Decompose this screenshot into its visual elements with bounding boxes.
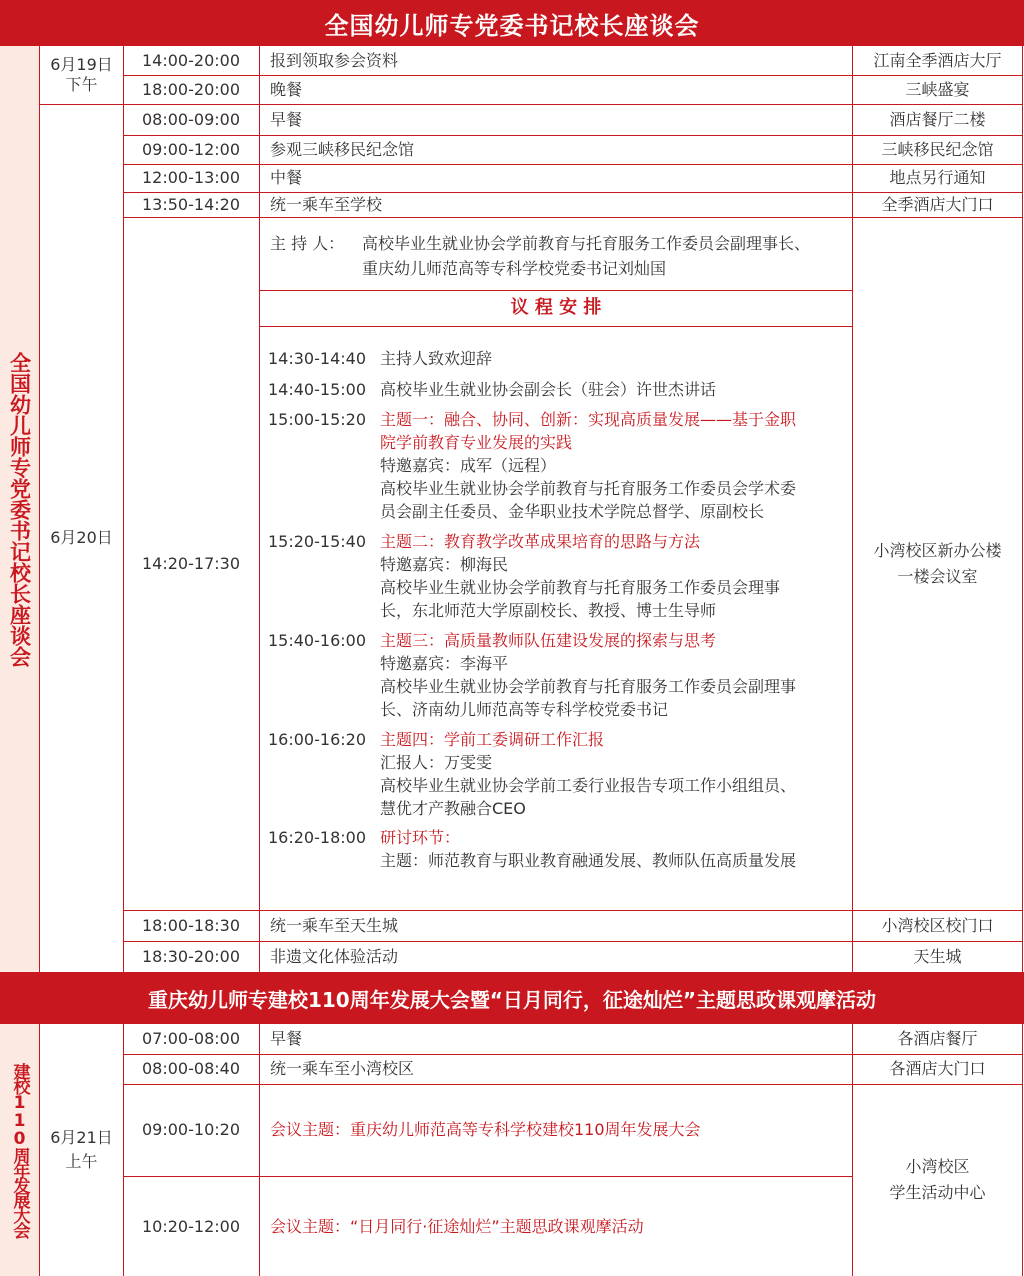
schedule-content: 晚餐: [270, 79, 303, 99]
agenda-time: 16:20-18:00: [268, 828, 366, 847]
place-line1: 小湾校区: [905, 1157, 970, 1176]
agenda-text: 高校毕业生就业协会学前教育与托育服务工作委员会副理事: [380, 677, 797, 696]
place-line2: 学生活动中心: [889, 1183, 986, 1202]
schedule-time: 18:30-20:00: [142, 946, 240, 966]
schedule-time: 18:00-20:00: [142, 79, 240, 99]
host-line1: 高校毕业生就业协会学前教育与托育服务工作委员会副理事长、: [362, 234, 811, 253]
meeting-time: 14:20-17:30: [142, 553, 240, 573]
schedule-content: 统一乘车至天生城: [270, 915, 399, 935]
agenda-topic: 主题二：教育教学改革成果培育的思路与方法: [380, 532, 701, 551]
day1-date-text: 6月19日: [50, 55, 113, 74]
grid-line: [1022, 46, 1023, 972]
agenda-text: 高校毕业生就业协会学前教育与托育服务工作委员会学术委: [380, 479, 797, 498]
meeting-place-line1: 小湾校区新办公楼: [873, 540, 1002, 560]
schedule-place: 小湾校区校门口: [881, 915, 994, 935]
agenda-text: 长，东北师范大学原副校长、教授、博士生导师: [380, 601, 717, 620]
schedule-time: 07:00-08:00: [142, 1029, 240, 1048]
section1-side-label: 全国幼儿师专党委书记校长座谈会: [0, 46, 40, 972]
agenda-text: 特邀嘉宾：成军（远程）: [380, 456, 557, 475]
agenda-text: 汇报人：万雯雯: [380, 753, 493, 772]
grid-line: [1022, 1024, 1023, 1276]
agenda-text: 主持人致欢迎辞: [380, 349, 493, 368]
schedule-content: 报到领取参会资料: [270, 50, 399, 70]
schedule-time: 14:00-20:00: [142, 50, 240, 70]
grid-line: [259, 326, 852, 327]
agenda-time: 15:40-16:00: [268, 631, 366, 650]
schedule-place: 三峡盛宴: [905, 79, 970, 99]
agenda-topic: 主题四：学前工委调研工作汇报: [380, 730, 605, 749]
agenda-topic: 研讨环节：: [380, 828, 461, 847]
agenda-text: 高校毕业生就业协会副会长（驻会）许世杰讲话: [380, 380, 717, 399]
schedule-content: 会议主题：“日月同行·征途灿烂”主题思政课观摩活动: [270, 1216, 644, 1236]
schedule-content: 中餐: [270, 168, 303, 187]
schedule-place: 天生城: [913, 946, 962, 966]
section1-title: 全国幼儿师专党委书记校长座谈会: [0, 0, 1024, 46]
agenda-time: 14:40-15:00: [268, 380, 366, 399]
schedule-time: 08:00-09:00: [142, 109, 240, 129]
schedule-place: 三峡移民纪念馆: [881, 139, 994, 159]
agenda-text: 特邀嘉宾：柳海民: [380, 555, 509, 574]
schedule-place: [853, 1084, 1022, 1276]
schedule-place: 各酒店大门口: [889, 1059, 986, 1078]
schedule-time: 12:00-13:00: [142, 168, 240, 187]
schedule-content: 参观三峡移民纪念馆: [270, 139, 415, 159]
schedule-time: 10:20-12:00: [142, 1216, 240, 1236]
agenda-item: [268, 826, 848, 872]
schedule-time: 13:50-14:20: [142, 194, 240, 214]
meeting-place: [853, 217, 1022, 910]
schedule-content: 早餐: [270, 109, 303, 129]
agenda-topic: 院学前教育专业发展的实践: [380, 433, 573, 452]
agenda-item: [268, 629, 848, 721]
day2-date: 6月20日: [50, 528, 113, 547]
agenda-title: 议 程 安 排: [510, 297, 602, 319]
agenda-item: [268, 728, 848, 820]
agenda-text: 长、济南幼儿师范高等专科学校党委书记: [380, 700, 669, 719]
agenda-time: 15:00-15:20: [268, 410, 366, 429]
schedule-place: 各酒店餐厅: [897, 1029, 978, 1048]
meeting-place-line2: 一楼会议室: [897, 566, 978, 586]
agenda-item: [268, 347, 848, 370]
host-label: 主 持 人：: [270, 234, 345, 253]
agenda-text: 特邀嘉宾：李海平: [380, 654, 509, 673]
section2-side-label: 建校110周年发展大会: [0, 1024, 40, 1276]
agenda-item: [268, 378, 848, 401]
day3-date-text: 6月21日: [50, 1128, 113, 1147]
schedule-content: 早餐: [270, 1029, 303, 1048]
agenda-text: 主题：师范教育与职业教育融通发展、教师队伍高质量发展: [380, 851, 797, 870]
agenda-text: 高校毕业生就业协会学前教育与托育服务工作委员会理事: [380, 578, 781, 597]
schedule-time: 09:00-10:20: [142, 1120, 240, 1139]
agenda-item: [268, 530, 848, 622]
schedule-content: 统一乘车至小湾校区: [270, 1059, 415, 1078]
schedule-place: 江南全季酒店大厅: [873, 50, 1002, 70]
schedule-place: 地点另行通知: [889, 168, 986, 187]
schedule-content: 统一乘车至学校: [270, 194, 383, 214]
agenda-text: 高校毕业生就业协会学前工委行业报告专项工作小组组员、: [380, 776, 797, 795]
agenda-time: 15:20-15:40: [268, 532, 366, 551]
agenda-time: 14:30-14:40: [268, 349, 366, 368]
section2-title: 重庆幼儿师专建校110周年发展大会暨“日月同行，征途灿烂”主题思政课观摩活动: [0, 972, 1024, 1024]
agenda-text: 员会副主任委员、金华职业技术学院总督学、原副校长: [380, 502, 765, 521]
agenda-text: 慧优才产教融合CEO: [380, 799, 526, 818]
meeting-host: [270, 231, 850, 281]
schedule-time: 08:00-08:40: [142, 1059, 240, 1078]
schedule-time: 18:00-18:30: [142, 915, 240, 935]
day1-date: [40, 46, 123, 104]
day3-period-text: 上午: [65, 1152, 98, 1171]
schedule-content: 会议主题：重庆幼儿师范高等专科学校建校110周年发展大会: [270, 1120, 701, 1139]
agenda-time: 16:00-16:20: [268, 730, 366, 749]
day3-date: [40, 1024, 123, 1276]
schedule-place: 全季酒店大门口: [881, 194, 994, 214]
schedule-place: 酒店餐厅二楼: [889, 109, 986, 129]
agenda-topic: 主题一：融合、协同、创新：实现高质量发展——基于金职: [380, 410, 797, 429]
schedule-content: 非遗文化体验活动: [270, 946, 399, 966]
agenda-topic: 主题三：高质量教师队伍建设发展的探索与思考: [380, 631, 717, 650]
host-line2: 重庆幼儿师范高等专科学校党委书记刘灿国: [362, 259, 667, 278]
schedule-time: 09:00-12:00: [142, 139, 240, 159]
day1-period-text: 下午: [65, 75, 98, 94]
agenda-item: [268, 408, 848, 523]
